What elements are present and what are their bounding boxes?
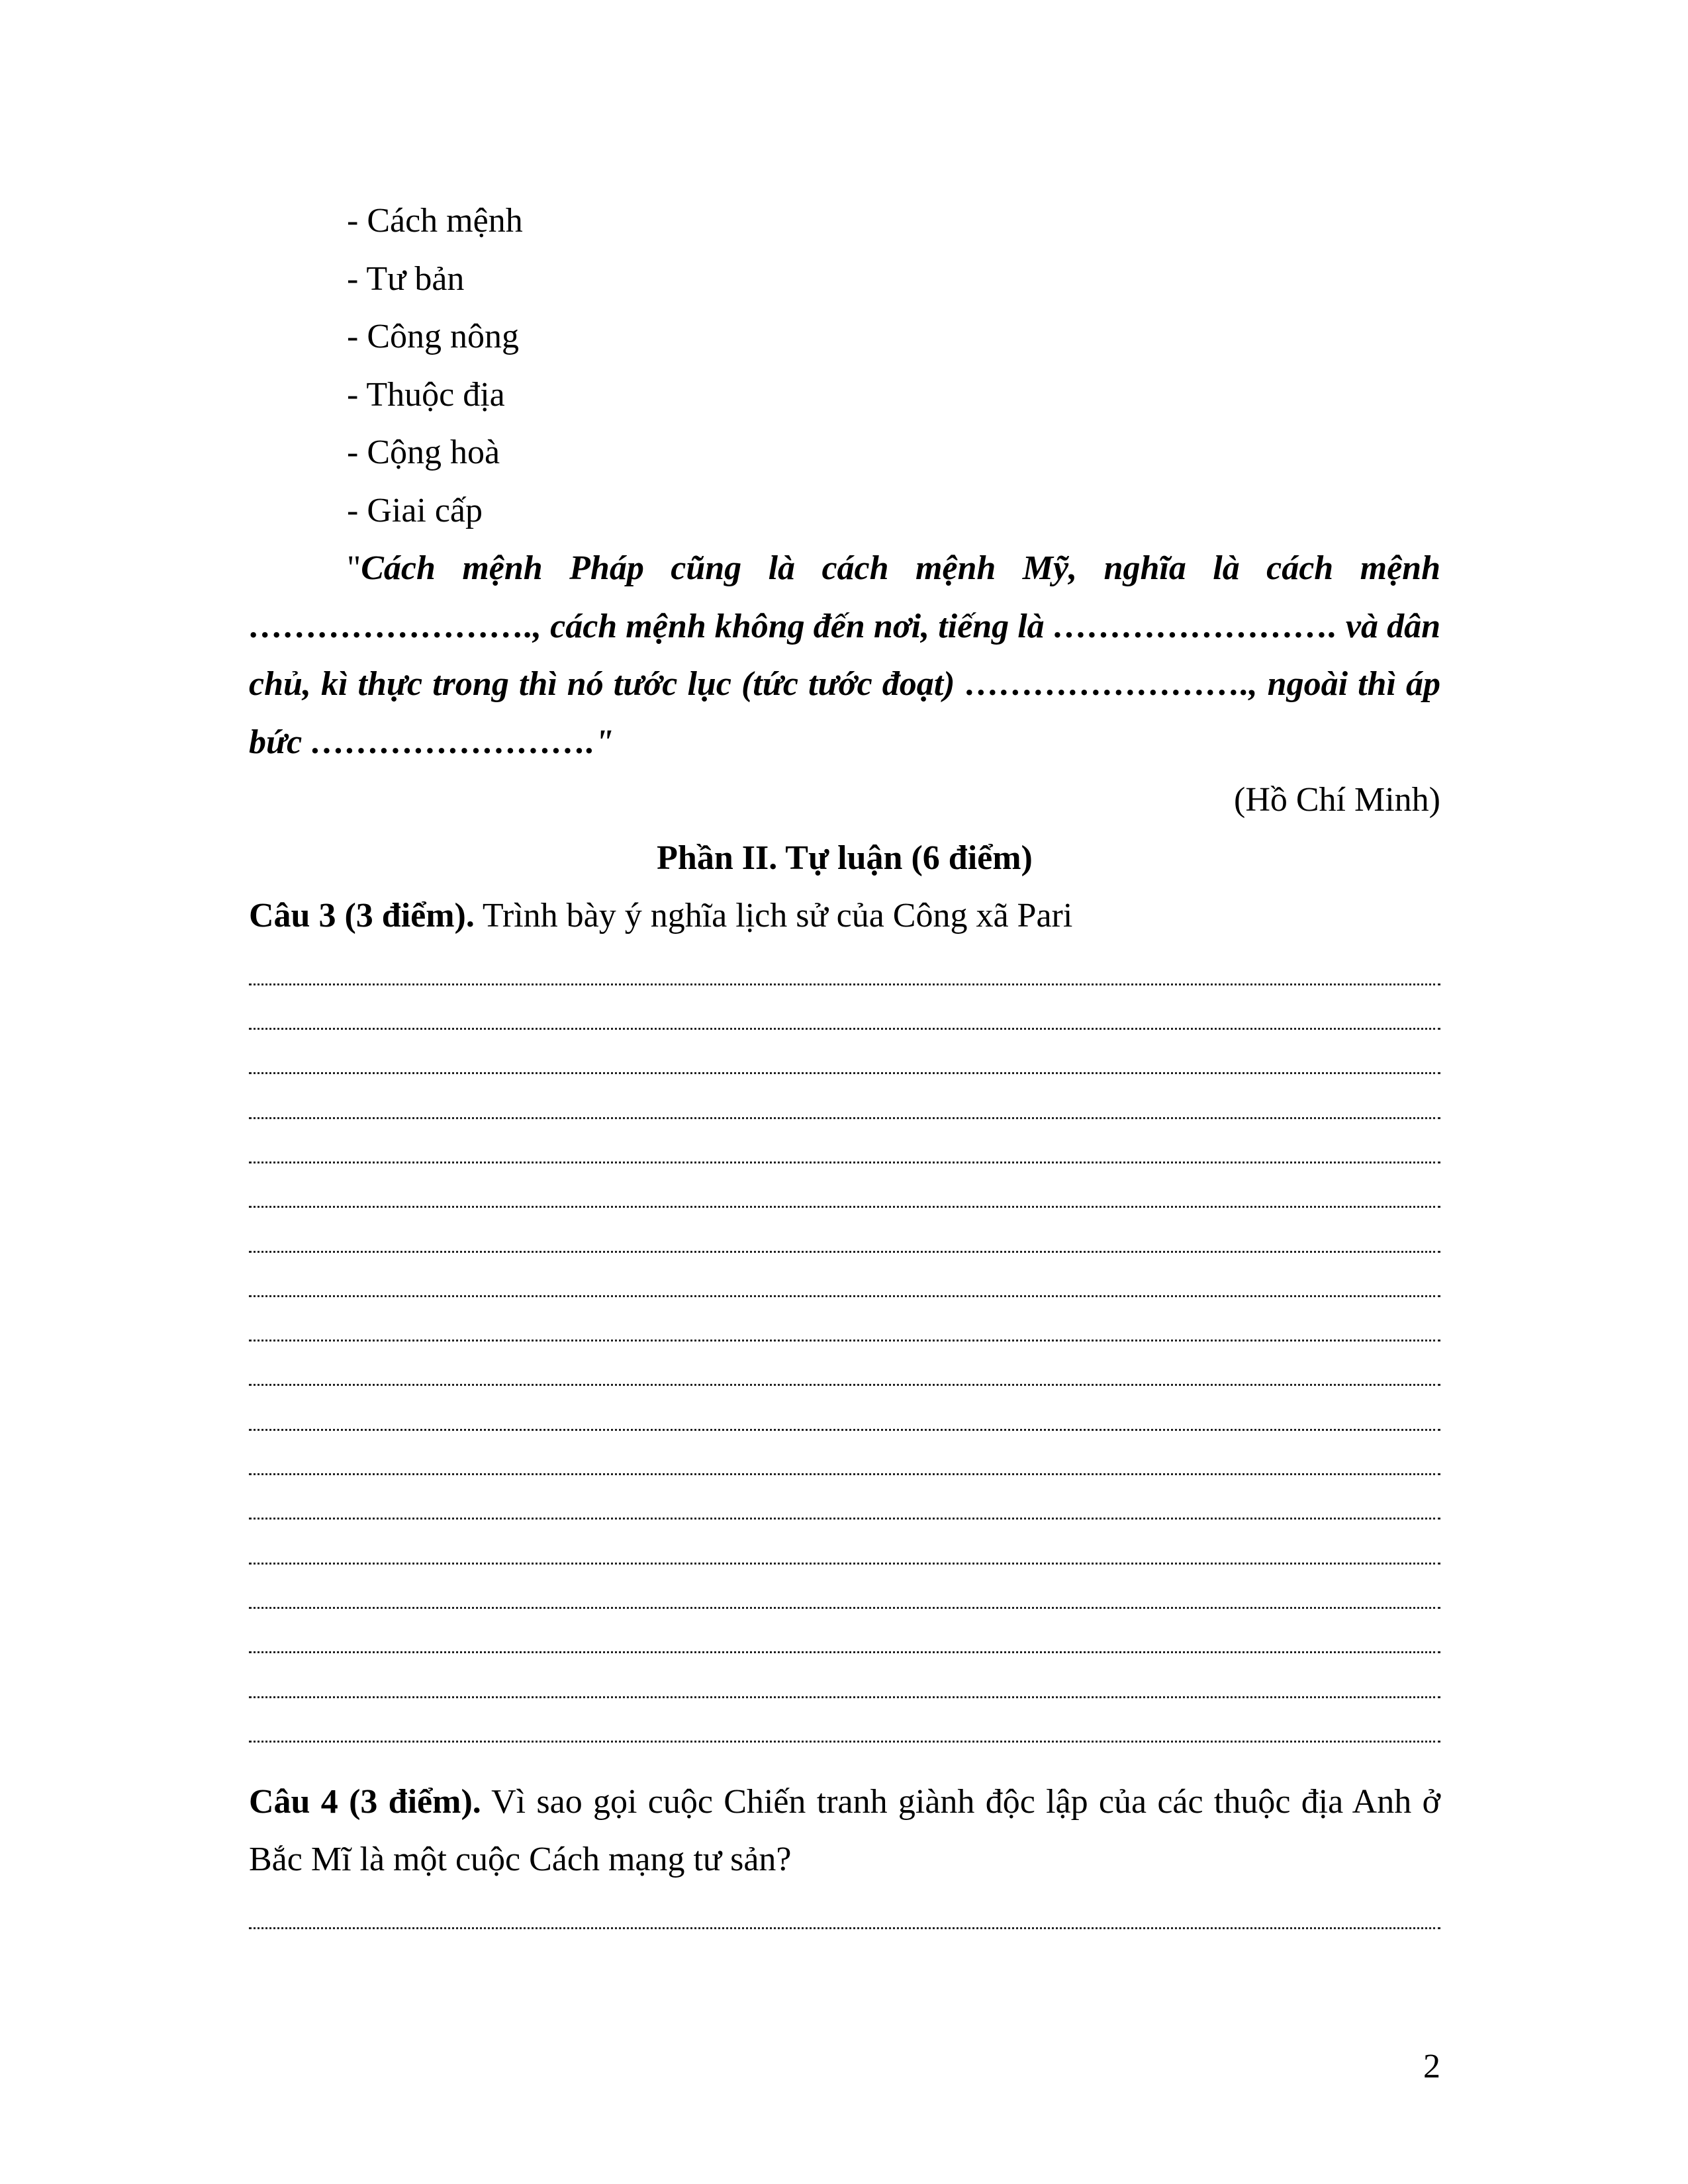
question-4-answer-area[interactable] [249, 1889, 1440, 1933]
answer-line [249, 1613, 1440, 1657]
term-list-item: - Cách mệnh [347, 202, 523, 240]
term-list-item: - Thuộc địa [347, 375, 505, 414]
answer-line [249, 1889, 1440, 1933]
answer-line [249, 1123, 1440, 1167]
section-title: Phần II. Tự luận (6 điểm) [657, 839, 1033, 877]
fill-in-quote [249, 539, 1440, 771]
question-3 [249, 887, 1440, 945]
answer-line [249, 989, 1440, 1034]
answer-line [249, 1524, 1440, 1568]
term-list-item: - Tư bản [347, 259, 465, 298]
answer-line [249, 1257, 1440, 1301]
question-4 [249, 1773, 1440, 1889]
answer-line [249, 1301, 1440, 1345]
answer-line [249, 1034, 1440, 1078]
answer-line [249, 1435, 1440, 1479]
question-4-label: Câu 4 (3 điểm). [249, 1782, 481, 1821]
question-3-label: Câu 3 (3 điểm). [249, 897, 475, 934]
question-3-text: Trình bày ý nghĩa lịch sử của Công xã Pari [474, 897, 1073, 934]
answer-line [249, 1479, 1440, 1524]
term-list [249, 192, 1440, 539]
answer-line [249, 1345, 1440, 1390]
page-content [249, 192, 1440, 1933]
question-3-answer-area[interactable] [249, 945, 1440, 1747]
answer-line [249, 1167, 1440, 1212]
answer-line [249, 1702, 1440, 1747]
page-number: 2 [1423, 2048, 1440, 2085]
term-list-item: - Công nông [347, 318, 519, 355]
answer-line [249, 1212, 1440, 1256]
answer-line [249, 1569, 1440, 1613]
quote-open-mark: " [347, 549, 361, 587]
answer-line [249, 1078, 1440, 1122]
term-list-item: - Giai cấp [347, 491, 483, 529]
question-4-text: Vì sao gọi cuộc Chiến tranh giành độc lập của các thuộc địa Anh ở Bắc Mĩ là một cuộc Cách mạng tư sản? [249, 1782, 1441, 1879]
term-list-item: - Cộng hoà [347, 433, 500, 471]
answer-line [249, 1390, 1440, 1434]
quote-text: Cách mệnh Pháp cũng là cách mệnh Mỹ, nghĩa là cách mệnh ……………………., cách mệnh không đến nơi, tiếng là ……………………. và dân chủ, kì thực trong thì nó tước lục (tức tước đoạt) ……………………., ngoài thì áp bức ……………………." [249, 549, 1440, 761]
quote-attribution: (Hồ Chí Minh) [1234, 781, 1440, 819]
answer-line [249, 1657, 1440, 1702]
answer-line [249, 945, 1440, 989]
